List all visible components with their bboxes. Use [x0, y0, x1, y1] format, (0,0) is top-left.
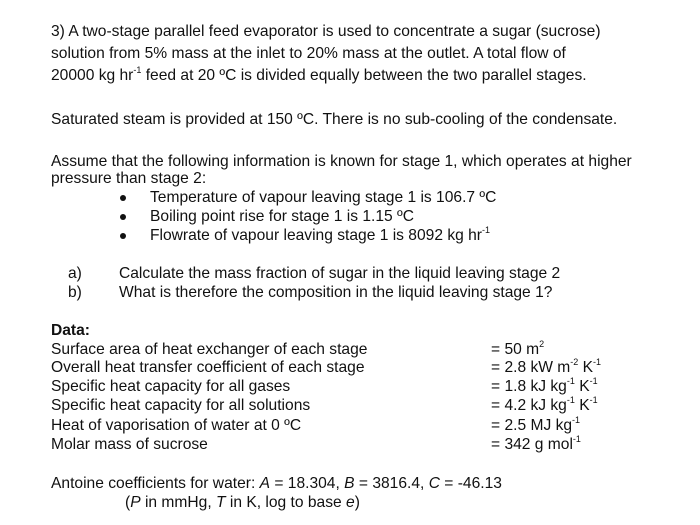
antoine-A-value: = 18.304,	[270, 475, 345, 492]
value-sup: 2	[539, 338, 545, 349]
value-sup: -1	[572, 414, 581, 425]
note-P-symbol: P	[130, 494, 141, 511]
antoine-line	[51, 474, 502, 493]
data-row-name: Overall heat transfer coefficient of each stage	[51, 359, 365, 376]
value-text: = 50 m	[491, 341, 540, 358]
antoine-B-value: = 3816.4,	[354, 475, 429, 492]
data-row-value	[491, 377, 598, 396]
intro-line-3	[51, 66, 587, 85]
value-text: = 2.5 MJ kg	[491, 417, 573, 434]
assume-line-1: Assume that the following information is known for stage 1, which operates at higher	[51, 153, 632, 170]
bullet-text	[150, 226, 490, 245]
intro-line-1: 3) A two-stage parallel feed evaporator is used to concentrate a sugar (sucrose)	[51, 23, 601, 40]
value-text: = 2.8 kW m	[491, 359, 571, 376]
bullet-text-sup: -1	[482, 224, 491, 235]
bullet-dot-icon	[120, 195, 126, 201]
value-sup-2: -1	[589, 375, 598, 386]
data-heading: Data:	[51, 322, 90, 339]
value-sup: -2	[570, 356, 579, 367]
data-row-value	[491, 358, 601, 377]
antoine-prefix: Antoine coefficients for water:	[51, 475, 260, 492]
antoine-C-symbol: C	[428, 475, 440, 492]
note-text-2: in K, log to base	[225, 494, 347, 511]
value-text-2: K	[578, 359, 594, 376]
note-T-symbol: T	[216, 494, 226, 511]
question-b-text: What is therefore the composition in the liquid leaving stage 1?	[119, 284, 553, 301]
value-text: = 1.8 kJ kg	[491, 378, 567, 395]
bullet-dot-icon	[120, 214, 126, 220]
bullet-text: Temperature of vapour leaving stage 1 is 106.7 ºC	[150, 189, 497, 206]
steam-statement: Saturated steam is provided at 150 ºC. There is no sub-cooling of the condensate.	[51, 111, 618, 128]
data-row-value	[491, 396, 598, 415]
note-paren-open: (	[125, 494, 131, 511]
question-a-label: a)	[68, 265, 82, 282]
value-sup: -1	[572, 433, 581, 444]
bullet-text-main: Flowrate of vapour leaving stage 1 is 8092 kg hr	[150, 227, 482, 244]
value-sup: -1	[566, 394, 575, 405]
data-row-name: Specific heat capacity for all gases	[51, 378, 291, 395]
data-row-value	[491, 416, 580, 435]
note-paren-close: )	[354, 494, 360, 511]
intro-line-2: solution from 5% mass at the inlet to 20% mass at the outlet. A total flow of	[51, 45, 566, 62]
data-row-name: Molar mass of sucrose	[51, 436, 208, 453]
value-text-2: K	[574, 378, 590, 395]
question-b-label: b)	[68, 284, 82, 301]
intro-line-3-rest: feed at 20 ºC is divided equally between the two parallel stages.	[141, 67, 587, 84]
antoine-note	[125, 493, 360, 512]
question-a-text: Calculate the mass fraction of sugar in the liquid leaving stage 2	[119, 265, 561, 282]
bullet-text: Boiling point rise for stage 1 is 1.15 ºC	[150, 208, 414, 225]
value-sup-2: -1	[593, 356, 602, 367]
value-sup: -1	[566, 375, 575, 386]
value-text: = 342 g mol	[491, 436, 573, 453]
value-text-2: K	[574, 397, 590, 414]
data-row-name: Heat of vaporisation of water at 0 ºC	[51, 417, 302, 434]
value-text: = 4.2 kJ kg	[491, 397, 567, 414]
note-text-1: in mmHg,	[140, 494, 216, 511]
note-e-symbol: e	[346, 494, 355, 511]
value-sup-2: -1	[589, 394, 598, 405]
assume-line-2: pressure than stage 2:	[51, 170, 207, 187]
data-row-value	[491, 340, 544, 359]
data-row-name: Surface area of heat exchanger of each stage	[51, 341, 368, 358]
antoine-A-symbol: A	[259, 475, 271, 492]
intro-line-3-text: 20000 kg hr	[51, 67, 134, 84]
intro-line-3-sup: -1	[133, 64, 142, 75]
bullet-dot-icon	[120, 233, 126, 239]
data-row-name: Specific heat capacity for all solutions	[51, 397, 311, 414]
data-row-value	[491, 435, 581, 454]
antoine-C-value: = -46.13	[439, 475, 502, 492]
antoine-B-symbol: B	[344, 475, 355, 492]
